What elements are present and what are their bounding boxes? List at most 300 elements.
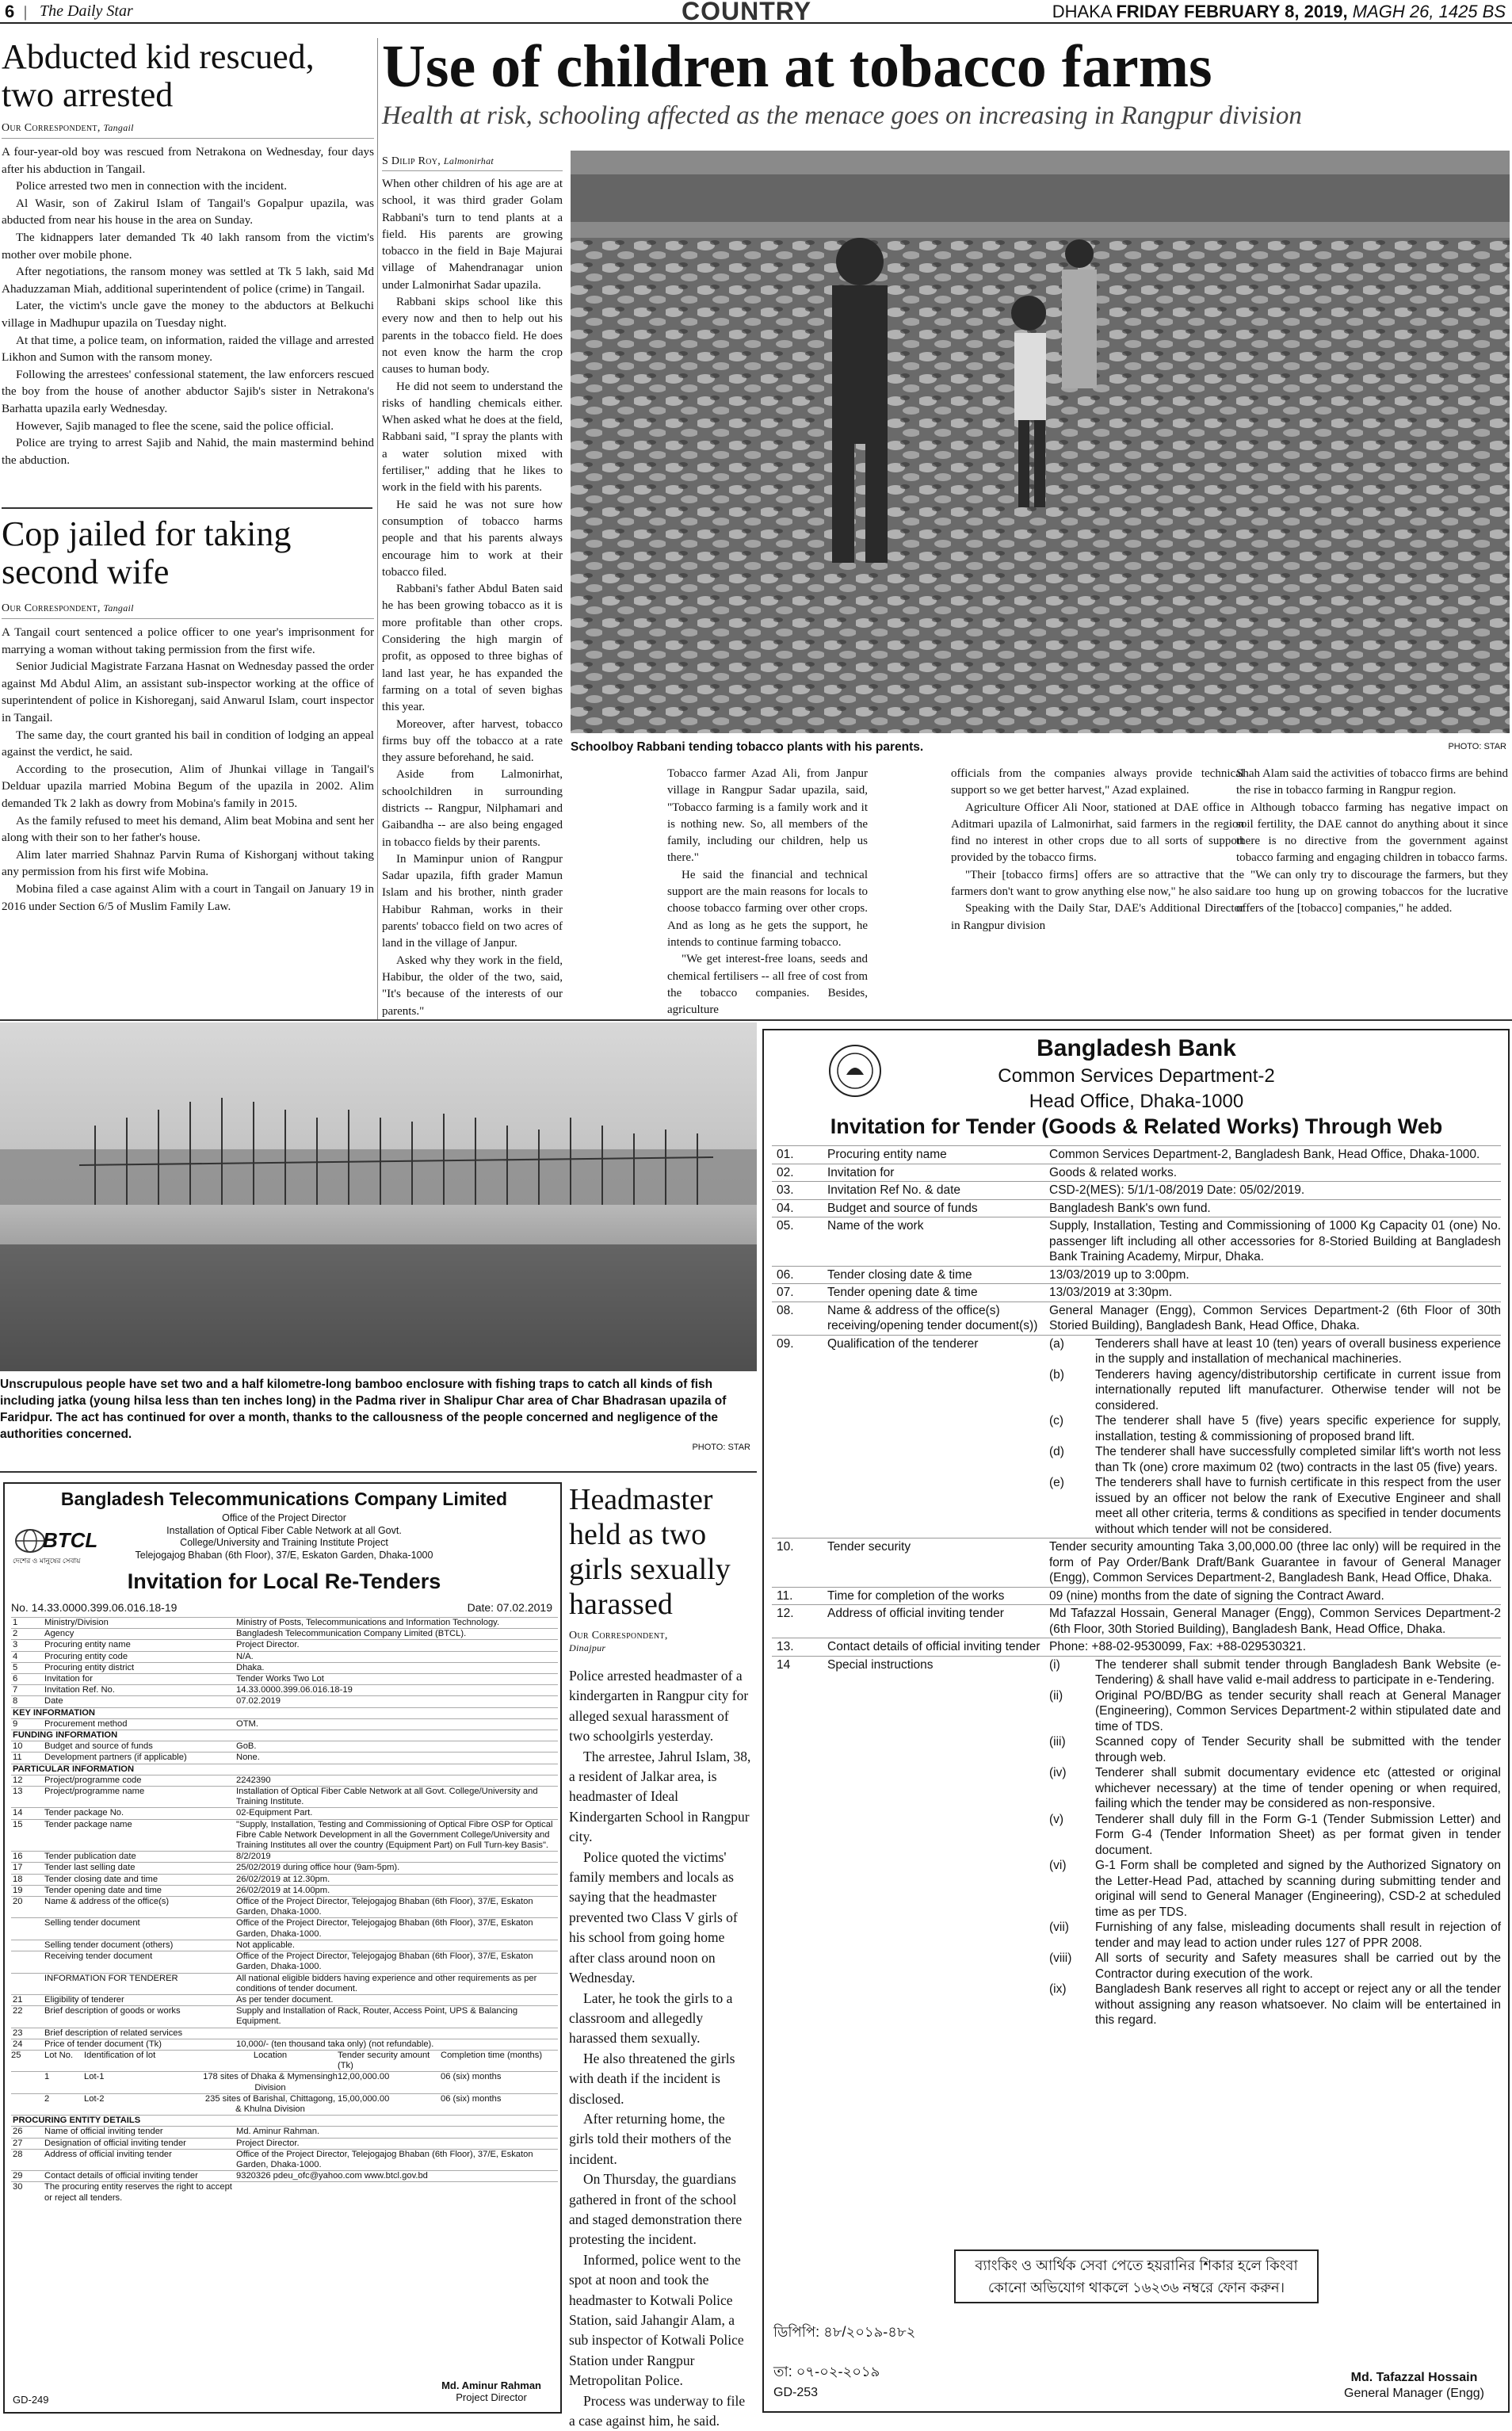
lot-row (11, 2093, 558, 2115)
gd-number: GD-253 (773, 2386, 819, 2399)
row-key: Contact details of official inviting tender (827, 1640, 1040, 1653)
list-item (1049, 1858, 1501, 1920)
row-number (11, 1951, 44, 1972)
row-number: 27 (13, 2138, 23, 2148)
item-label: (ii) (1049, 1688, 1063, 1703)
item-text: Original PO/BD/BG as tender security shall reach at General Manager (Engineering), Common Services Department-2 within stipulated date and time of TDS. (1095, 1688, 1501, 1733)
row-value: Ministry of Posts, Telecommunications and Information Technology. (236, 1618, 500, 1627)
memo-date: Date: 07.02.2019 (467, 1601, 552, 1614)
lot-header-cell: Lot No. (44, 2050, 74, 2060)
paragraph: A four-year-old boy was rescued from Netrakona on Wednesday, four days after his abduction in Tangail. (2, 145, 374, 176)
paragraph: "We get interest-free loans, seeds and chemical fertilisers -- all free of cost from the tobacco companies. Besides, agriculture (667, 953, 868, 1017)
row-key: Budget and source of funds (827, 1201, 978, 1215)
row-value: GoB. (236, 1741, 257, 1752)
row-value: 26/02/2019 at 12.30pm. (236, 1874, 330, 1884)
row-key: INFORMATION FOR TENDERER (44, 1973, 178, 1983)
row-value: Tender Works Two Lot (236, 1674, 324, 1684)
row-key: Procurement method (44, 1718, 128, 1729)
row-value: 09 (nine) months from the date of signing the Contract Award. (1049, 1588, 1384, 1603)
section-heading: PROCURING ENTITY DETAILS (11, 2115, 558, 2126)
divider: | (24, 3, 28, 21)
paragraph: Asked why they work in the field, Habibur, the older of the two, said, "It's because of the interests of our parents." (382, 954, 563, 1018)
item-label: (i) (1049, 1657, 1060, 1672)
row-number (11, 1974, 44, 1994)
logo-tagline: দেশের ও মানুষের সেবায় (13, 1557, 81, 1565)
item-text: Tenderers having agency/distributorship certificate in current issue from internationally reputed lift manufacturer. Otherwise tender will not be considered. (1095, 1367, 1501, 1412)
paragraph: Later, the victim's uncle gave the money to the abductors at Belkuchi village in Madhupur upazila on Tuesday night. (2, 299, 374, 330)
item-label: (b) (1049, 1367, 1064, 1382)
section-heading: PARTICULAR INFORMATION (11, 1764, 558, 1775)
lot-cell (11, 2072, 44, 2093)
paragraph: Alim later married Shahnaz Parvin Ruma of Kishorganj without taking any permission from his first wife Mobina. (2, 847, 374, 879)
row-key: Agency (44, 1629, 74, 1639)
list-item (1049, 1444, 1501, 1475)
ad-title: Bangladesh Bank (1037, 1035, 1236, 1061)
row-value: 8/2/2019 (236, 1852, 271, 1862)
row-number: 11. (777, 1588, 793, 1603)
paragraph: Senior Judicial Magistrate Farzana Hasnat on Wednesday passed the order against Md Abdul Alim, an assistant sub-inspector working at the office of superintendent of police in Kishoreganj, said Anwarul Islam, court inspector in Tangail. (2, 659, 374, 724)
table-row (11, 1684, 558, 1695)
lot-row (11, 2071, 558, 2093)
article-body (667, 766, 868, 1019)
memo-number: No. 14.33.0000.399.06.016.18-19 (11, 1601, 178, 1614)
row-number: 06. (777, 1267, 794, 1282)
signature: Md. Tafazzal Hossain General Manager (Engg) (1344, 2371, 1484, 2400)
row-value: Common Services Department-2, Bangladesh Bank, Head Office, Dhaka-1000. (1049, 1148, 1480, 1161)
table-row (11, 1786, 558, 1807)
row-value: 14.33.0000.399.06.016.18-19 (236, 1685, 353, 1695)
row-key: Tender package No. (44, 1808, 124, 1818)
row-value: Supply, Installation, Testing and Commissioning of 1000 Kg Capacity 01 (one) No. passenger lift including all other accessories for 8-Storied Building at Bangladesh Bank Training Academy, Mirpur, Dhaka. (1049, 1219, 1501, 1263)
story-abducted-kid (2, 38, 374, 468)
logo-text: BTCL (43, 1528, 98, 1552)
table-row (11, 1807, 558, 1818)
list-item (1049, 1951, 1501, 1982)
row-value (236, 2028, 558, 2039)
list-item (1049, 1982, 1501, 2028)
lot-cell: 12,00,000.00 (338, 2072, 390, 2082)
paragraph: Later, he took the girls to a classroom and allegedly harassed them sexually. (569, 1990, 733, 2047)
row-key: Address of official inviting tender (827, 1607, 1004, 1620)
list-item (1049, 1688, 1501, 1735)
list-item (1049, 1475, 1501, 1537)
table-row (772, 1538, 1501, 1587)
table-row (772, 1145, 1501, 1164)
paragraph: Speaking with the Daily Star, DAE's Additional Director in Rangpur division (951, 902, 1244, 932)
paragraph: According to the prosecution, Alim of Jhunkai village in Tangail's Delduar upazila married Mobina Begum of the upazila in 2002. Alim demanded Tk 2 lakh as dowry from Mobina's family in 2015. (2, 762, 374, 810)
table-row (11, 1741, 558, 1752)
row-key: Name of official inviting tender (44, 2127, 163, 2137)
row-value: 07.02.2019 (236, 1696, 281, 1707)
paragraph: As the family refused to meet his demand, Alim beat Mobina and sent her along with their son to her father's house. (2, 813, 374, 845)
table-row (772, 1587, 1501, 1605)
row-number: 5 (13, 1662, 18, 1672)
gd-number: GD-249 (13, 2394, 49, 2406)
table-row (772, 1656, 1501, 2029)
item-label: (v) (1049, 1812, 1064, 1826)
row-key: Project/programme code (44, 1775, 142, 1785)
paragraph: After returning home, the girls told their mothers of the incident. (569, 2110, 731, 2167)
paragraph: After negotiations, the ransom money was settled at Tk 5 lakh, said Md Ahaduzzaman Miah, additional superintendent of police (crime) in Tangail. (2, 265, 374, 296)
row-value: Office of the Project Director, Telejogajog Bhaban (6th Floor), 37/E, Eskaton Garden, Dhaka-1000. (236, 1918, 533, 1939)
row-value: 02-Equipment Part. (236, 1808, 313, 1818)
row-number: 29 (13, 2171, 23, 2181)
row-number: 10. (777, 1540, 794, 1554)
row-key: Name & address of the office(s) receiving/opening tender document(s)) (827, 1303, 1038, 1332)
divider (377, 38, 378, 1021)
table-row (772, 1335, 1501, 1538)
lot-header-row (11, 2050, 558, 2071)
byline: Our Correspondent, Tangail (2, 122, 374, 139)
paragraph: Moreover, after harvest, tobacco firms buy off the tobacco at a rate they assure beforehand, he said. (382, 717, 563, 765)
ad-address: Office of the Project Director Installation of Optical Fiber Cable Network at all Govt. College/University and Training Institute Project Telejogajog Bhaban (6th Floor), 37/E, Eskaton Garden, Dhaka-1000 (135, 1512, 433, 1561)
paragraph: "We can only try to discourage the farmers, but they are too hung up on growing tobaccos for the lucrative offers of the [tobacco] companies," he added. (1236, 868, 1508, 915)
divider (0, 1019, 1512, 1021)
notice-date: তা: ০৭-০২-২০১৯ (773, 2364, 880, 2379)
article-body (382, 176, 563, 1138)
story-cop-jailed (2, 515, 374, 915)
table-row (11, 1639, 558, 1650)
issue-date: DHAKA FRIDAY FEBRUARY 8, 2019, MAGH 26, 1425 BS (1052, 2, 1506, 21)
item-text: Bangladesh Bank reserves all right to accept or reject any or all the tender without assigning any reason whatsoever. No claim will be entertained in this regard. (1095, 1982, 1501, 2027)
row-value: Project Director. (236, 2138, 300, 2148)
photo-caption: Schoolboy Rabbani tending tobacco plants with his parents. (571, 740, 924, 754)
row-key: Tender closing date and time (44, 1874, 158, 1884)
row-value: "Supply, Installation, Testing and Commissioning of Optical Fibre OSP for Optical Fibre Cable Network Development in all the Government College/University and Training Institutes all over the country (Equipment Part) on Full Turn-key Basis". (236, 1819, 553, 1851)
section-title: COUNTRY (682, 0, 812, 25)
row-key: Budget and source of funds (44, 1741, 153, 1752)
paragraph: Tobacco farmer Azad Ali, from Janpur village in Rangpur Sadar upazila, said, "Tobacco farming is a family work and it is nothing new. So, all members of the family, including our children, help us there." (667, 767, 868, 865)
row-number: 22 (13, 2006, 23, 2016)
row-key: Invitation for (44, 1674, 93, 1684)
item-label: (iii) (1049, 1735, 1066, 1749)
lot-header-cell: Tender security amount (Tk) (338, 2050, 430, 2071)
paragraph: A Tangail court sentenced a police officer to one year's imprisonment for marrying a woman without taking permission from the first wife. (2, 625, 374, 656)
row-value: Goods & related works. (1049, 1165, 1178, 1179)
item-label: (viii) (1049, 1951, 1072, 1965)
article-body (2, 143, 374, 468)
lot-cell: 178 sites of Dhaka & Mymensingh Division (203, 2072, 338, 2093)
dpp-number: ডিপিপি: ৪৮/২০১৯-৪৮২ (773, 2324, 916, 2340)
paragraph: Police arrested two men in connection with the incident. (16, 179, 288, 193)
bangladesh-bank-tender-ad (762, 1029, 1510, 2413)
list-item (1049, 1734, 1501, 1765)
item-text: G-1 Form shall be completed and signed by the Authorized Signatory on the Letter-Head Pad, attached by scanning during submitting tender and original will send to General Manager (Engineering), CSD-2 at scheduled time as per TDS. (1095, 1859, 1501, 1919)
row-number: 3 (13, 1640, 18, 1650)
tender-table (11, 1617, 558, 2204)
row-value: Phone: +88-02-9530099, Fax: +88-029530321. (1049, 1640, 1307, 1653)
tender-table (772, 1145, 1501, 2029)
row-key: Procuring entity name (827, 1148, 947, 1161)
item-text: Scanned copy of Tender Security shall be submitted with the tender through web. (1095, 1735, 1501, 1764)
row-key: Procuring entity name (44, 1640, 131, 1650)
office: Head Office, Dhaka-1000 (1029, 1091, 1244, 1112)
row-key: Address of official inviting tender (44, 2149, 172, 2159)
row-number: 13. (777, 1640, 794, 1653)
item-text: Tenderer shall submit documentary evidence etc (attested or original whichever necessary) at the time of tender opening or when required, failing which the tender may be considered as non-responsive. (1095, 1766, 1501, 1810)
row-key: Receiving tender document (44, 1951, 153, 1962)
item-text: Tenderer shall duly fill in the Form G-1 (Tender Submission Letter) and Form G-4 (Tender Information Sheet) as per format given in tender document. (1095, 1812, 1501, 1857)
row-key: Project/programme name (44, 1787, 145, 1797)
item-label: (e) (1049, 1476, 1064, 1489)
section-heading: FUNDING INFORMATION (11, 1730, 558, 1741)
row-number: 23 (13, 2028, 23, 2038)
row-number: 8 (13, 1696, 18, 1707)
row-value (236, 2182, 558, 2203)
page-header (0, 0, 1512, 24)
ad-heading: Invitation for Local Re-Tenders (127, 1569, 441, 1593)
item-label: (iv) (1049, 1766, 1067, 1779)
section-heading: KEY INFORMATION (11, 1707, 558, 1718)
story-headmaster (569, 1482, 753, 2431)
row-number: 08. (777, 1303, 794, 1317)
byline: Our Correspondent, Tangail (2, 602, 374, 619)
row-value: Md Tafazzal Hossain, General Manager (Engg), Common Services Department-2 (6th Floor, 30th Storied Building), Bangladesh Bank, Head Office, Dhaka. (1049, 1607, 1501, 1636)
item-text: The tenderer shall have successfully completed similar lift's worth not less than Tk (one) crore maximum 02 (two) contracts in the last 05 (five) years. (1095, 1445, 1501, 1474)
strapline: Health at risk, schooling affected as the menace goes on increasing in Rangpur division (382, 101, 1302, 130)
row-key: Price of tender document (Tk) (44, 2039, 162, 2049)
article-body (2, 624, 374, 915)
item-text: The tenderer shall have 5 (five) years specific experience for supply, installation, testing & commissioning of proposed brand lift. (1095, 1414, 1501, 1443)
row-number: 1 (13, 1618, 18, 1627)
row-value: General Manager (Engg), Common Services Department-2 (6th Floor of 30th Storied Building), Bangladesh Bank, Head Office, Dhaka. (1049, 1303, 1501, 1332)
row-number: 07. (777, 1286, 794, 1299)
table-row (11, 2149, 558, 2170)
article-body (951, 766, 1244, 935)
table-row (11, 1651, 558, 1662)
row-value: OTM. (236, 1718, 258, 1729)
complaint-notice: ব্যাংকিং ও আর্থিক সেবা পেতে হয়রানির শিকার হলে কিংবা কোনো অভিযোগ থাকলে ১৬২৩৬ নম্বরে ফোন করুন। (954, 2249, 1319, 2303)
row-number: 03. (777, 1183, 794, 1197)
paragraph: Shah Alam said the activities of tobacco firms are behind the rise in tobacco farming in Rangpur region. (1236, 767, 1508, 797)
table-row (11, 1896, 558, 1917)
table-row (11, 1862, 558, 1873)
list-item (1049, 1812, 1501, 1859)
row-value: As per tender document. (236, 1994, 334, 2005)
row-number: 20 (13, 1897, 23, 1907)
lot-cell: 06 (six) months (441, 2093, 502, 2104)
table-row (11, 1752, 558, 1763)
byline: S Dilip Roy, Lalmonirhat (382, 155, 563, 171)
paragraph: In Maminpur union of Rangpur Sadar upazila, fifth grader Mamun Islam and his brother, ninth grader Habibur Rahman, works in their parents' tobacco field on two acres of land in the village of Janpur. (382, 852, 563, 950)
table-row (11, 1951, 558, 1972)
row-number: 05. (777, 1219, 794, 1233)
paragraph: Al Wasir, son of Zakirul Islam of Tangail's Gopalpur upazila, was abducted from near his house in the area on Sunday. (2, 196, 374, 227)
photo-credit: PHOTO: STAR (692, 1443, 750, 1452)
lot-cell: 06 (six) months (441, 2072, 502, 2082)
row-key: Name & address of the office(s) (44, 1897, 170, 1907)
row-number: 7 (13, 1685, 18, 1695)
row-value: Md. Aminur Rahman. (236, 2127, 320, 2137)
row-key: Contact details of official inviting tender (44, 2171, 198, 2181)
item-label: (d) (1049, 1445, 1064, 1458)
table-row (772, 1604, 1501, 1638)
paragraph: He said the financial and technical support are the main reasons for locals to choose tobacco farming over other crops. And as long as he gets the support, he intends to continue farming tobacco. (667, 868, 868, 949)
row-key: Development partners (if applicable) (44, 1753, 187, 1763)
paragraph: On Thursday, the guardians gathered in front of the school and staged demonstration there protesting the incident. (569, 2171, 743, 2248)
headline: Cop jailed for taking second wife (2, 514, 292, 591)
main-col-3 (951, 766, 1244, 935)
paragraph: At that time, a police team, on information, raided the village and arrested Likhon and Sumon with the ransom money. (2, 333, 374, 365)
list-item (1049, 1413, 1501, 1444)
row-number: 24 (13, 2039, 23, 2049)
paragraph: When other children of his age are at school, it was third grader Golam Rabbani's turn to tend plants at a field. His parents are growing tobacco in the field in Baje Majurai village of Mahendranagar union under Lalmonirhat Sadar upazila. (382, 178, 563, 292)
item-label: (a) (1049, 1336, 1064, 1351)
table-row (11, 1917, 558, 1939)
row-number: 12 (13, 1775, 23, 1785)
row-value: 2242390 (236, 1775, 271, 1785)
photo-credit: PHOTO: STAR (1448, 742, 1506, 751)
paragraph: The same day, the court granted his bail in condition of lodging an appeal against the verdict, he said. (2, 728, 374, 759)
table-row (11, 1695, 558, 1707)
table-row (772, 1302, 1501, 1335)
lot-cell: 2 (44, 2093, 50, 2104)
row-key: Selling tender document (44, 1918, 140, 1928)
paragraph: "Their [tobacco firms] offers are so attractive that the farmers don't want to grow anything else now," he also said. (951, 868, 1244, 899)
lot-cell: Lot-1 (84, 2072, 105, 2082)
paragraph: Aside from Lalmonirhat, schoolchildren in surrounding districts -- Rangpur, Nilphamari and Gaibandha -- are also being engaged in tobacco fields by their parents. (382, 768, 563, 849)
list-item (1049, 1765, 1501, 1812)
paragraph: He said he was not sure how consumption of tobacco harms people and that his parents always encourage him to work at their tobacco filed. (382, 498, 563, 579)
row-number: 6 (13, 1674, 18, 1684)
row-value: Tender security amounting Taka 3,00,000.00 (three lac only) will be required in the form of Pay Order/Bank Draft/Bank Guarantee in favour of General Manager (Engg), Common Services Department-2, Bangladesh Bank, Head Office, Dhaka. (1049, 1540, 1501, 1584)
headline: Use of children at tobacco farms (382, 33, 1212, 100)
row-value: Bangladesh Telecommunication Company Limited (BTCL). (236, 1629, 467, 1639)
row-number: 10 (13, 1741, 23, 1752)
divider (2, 507, 372, 509)
table-row (11, 2181, 558, 2203)
row-number: 01. (777, 1148, 794, 1161)
row-key: Date (44, 1696, 63, 1707)
list-item (1049, 1336, 1501, 1367)
main-col-4 (1236, 766, 1508, 918)
table-row (11, 1718, 558, 1730)
row-number: 9 (13, 1718, 18, 1729)
divider (0, 1471, 757, 1473)
table-row (772, 1199, 1501, 1217)
ad-heading: Invitation for Tender (Goods & Related Works) Through Web (830, 1114, 1443, 1138)
paragraph: Agriculture Officer Ali Noor, stationed at DAE office in Aditmari upazila of Lalmonirhat, said farmers in the region find no interest in other crops due to all sorts of support provided by the tobacco firms. (951, 801, 1244, 865)
table-row (11, 2170, 558, 2181)
row-number (11, 1918, 44, 1939)
table-row (11, 2138, 558, 2149)
main-col-1 (382, 155, 563, 1138)
row-number: 28 (13, 2149, 23, 2159)
ad-title: Bangladesh Telecommunications Company Limited (60, 1489, 508, 1509)
padma-photo (0, 1022, 757, 1452)
row-number: 19 (13, 1885, 23, 1895)
item-label: (ix) (1049, 1982, 1067, 1996)
btcl-logo (13, 1523, 98, 1571)
item-text: The tenderers shall have to furnish certificate in this respect from the user issued by an officer not below the rank of Executive Engineer and shall meet all other criteria, terms & conditions as specified in tender documents without which tender will not be considered. (1095, 1476, 1501, 1536)
paragraph: Police are trying to arrest Sajib and Nahid, the main mastermind behind the abduction. (2, 436, 374, 467)
headline: Abducted kid rescued, two arrested (2, 37, 315, 114)
row-key: Special instructions (827, 1657, 934, 1672)
article-body (1236, 766, 1508, 918)
row-value: Project Director. (236, 1640, 300, 1650)
table-row (11, 2126, 558, 2137)
table-row (772, 1181, 1501, 1199)
item-label: (vi) (1049, 1859, 1067, 1872)
row-key: Brief description of goods or works (44, 2006, 181, 2016)
masthead-logo: The Daily Star (40, 2, 133, 20)
row-key: Ministry/Division (44, 1618, 109, 1627)
paragraph: The kidnappers later demanded Tk 40 lakh ransom from the victim's mother over mobile phone. (2, 230, 374, 262)
row-value: Bangladesh Bank's own fund. (1049, 1201, 1211, 1215)
row-number: 21 (13, 1994, 23, 2005)
row-number: 30 (13, 2182, 23, 2192)
paragraph: He did not seem to understand the risks of handling chemicals either. When asked what he does at the field, Rabbani said, "I spray the plants with a water solution mixed with fertiliser," adding that he likes to work in the field with his parents. (382, 380, 563, 495)
row-value: Not applicable. (236, 1940, 296, 1950)
row-value: 13/03/2019 up to 3:00pm. (1049, 1267, 1189, 1282)
row-key: Brief description of related services (44, 2028, 183, 2038)
row-number: 13 (13, 1787, 23, 1797)
row-number: 15 (13, 1819, 23, 1829)
lot-cell (11, 2094, 44, 2115)
row-key: Procuring entity district (44, 1662, 135, 1672)
row-number: 09. (777, 1336, 794, 1351)
department: Common Services Department-2 (998, 1065, 1275, 1087)
table-row (11, 1885, 558, 1896)
row-key: Procuring entity code (44, 1651, 128, 1661)
paragraph: officials from the companies always provide technical support so we get better harvest," Azad explained. (951, 767, 1244, 797)
row-value: 26/02/2019 at 14.00pm. (236, 1885, 330, 1895)
byline: Our Correspondent, Dinajpur (569, 1630, 668, 1653)
btcl-tender-ad (3, 1482, 562, 2414)
list-item (1049, 1367, 1501, 1414)
main-col-2 (667, 766, 868, 1019)
row-number: 04. (777, 1201, 794, 1215)
row-number: 14 (13, 1808, 23, 1818)
story-tobacco (382, 35, 1511, 131)
row-key: Selling tender document (others) (44, 1940, 174, 1950)
headline: Headmaster held as two girls sexually harassed (569, 1483, 731, 1621)
paragraph: However, Sajib managed to flee the scene, said the police official. (16, 419, 334, 433)
row-number: 11 (13, 1753, 22, 1763)
item-text: Furnishing of any false, misleading documents shall result in rejection of tender and may lead to action under rules 127 of PPR 2008. (1095, 1921, 1501, 1950)
row-number (11, 1940, 44, 1951)
row-key: Invitation Ref No. & date (827, 1183, 961, 1197)
row-number: 18 (13, 1874, 23, 1884)
table-row (11, 1673, 558, 1684)
row-value: All national eligible bidders having experience and other requirements as per conditions of tender document. (236, 1973, 537, 1993)
row-value: Office of the Project Director, Telejogajog Bhaban (6th Floor), 37/E, Eskaton Garden, Dhaka-1000. (236, 2149, 533, 2169)
table-row (11, 1617, 558, 1628)
row-value: Office of the Project Director, Telejogajog Bhaban (6th Floor), 37/E, Eskaton Garden, Dhaka-1000. (236, 1951, 533, 1972)
row-key: Invitation for (827, 1165, 895, 1179)
row-value (1049, 1336, 1501, 1538)
row-key: Designation of official inviting tender (44, 2138, 186, 2148)
row-key: Invitation Ref. No. (44, 1685, 115, 1695)
lot-cell: 15,00,000.00 (338, 2093, 390, 2104)
row-value: None. (236, 1753, 260, 1763)
table-row (772, 1283, 1501, 1302)
item-label: (c) (1049, 1414, 1064, 1428)
paragraph: Informed, police went to the spot at noon and took the headmaster to Kotwali Police Station, said Jahangir Alam, a sub inspector of Kotwali Police Station under Rangpur Metropolitan Police. (569, 2251, 744, 2389)
row-key: Tender last selling date (44, 1863, 136, 1873)
paragraph: The arrestee, Jahrul Islam, 38, a resident of Jalkar area, is headmaster of Ideal Kindergarten School in Rangpur city. (569, 1748, 751, 1845)
row-value: 9320326 pdeu_ofc@yahoo.com www.btcl.gov.bd (236, 2171, 428, 2181)
row-number: 14 (777, 1657, 791, 1672)
signature: Md. Aminur Rahman Project Director (441, 2379, 541, 2403)
photo-image (0, 1022, 757, 1371)
lot-cell: 1 (44, 2072, 50, 2082)
row-key: The procuring entity reserves the right to accept or reject all tenders. (44, 2182, 232, 2203)
lot-header-cell: 25 (11, 2050, 21, 2060)
row-key: Tender opening date and time (44, 1885, 162, 1895)
paragraph: He also threatened the girls with death if the incident is disclosed. (569, 2050, 735, 2107)
tobacco-field-photo (571, 151, 1510, 754)
